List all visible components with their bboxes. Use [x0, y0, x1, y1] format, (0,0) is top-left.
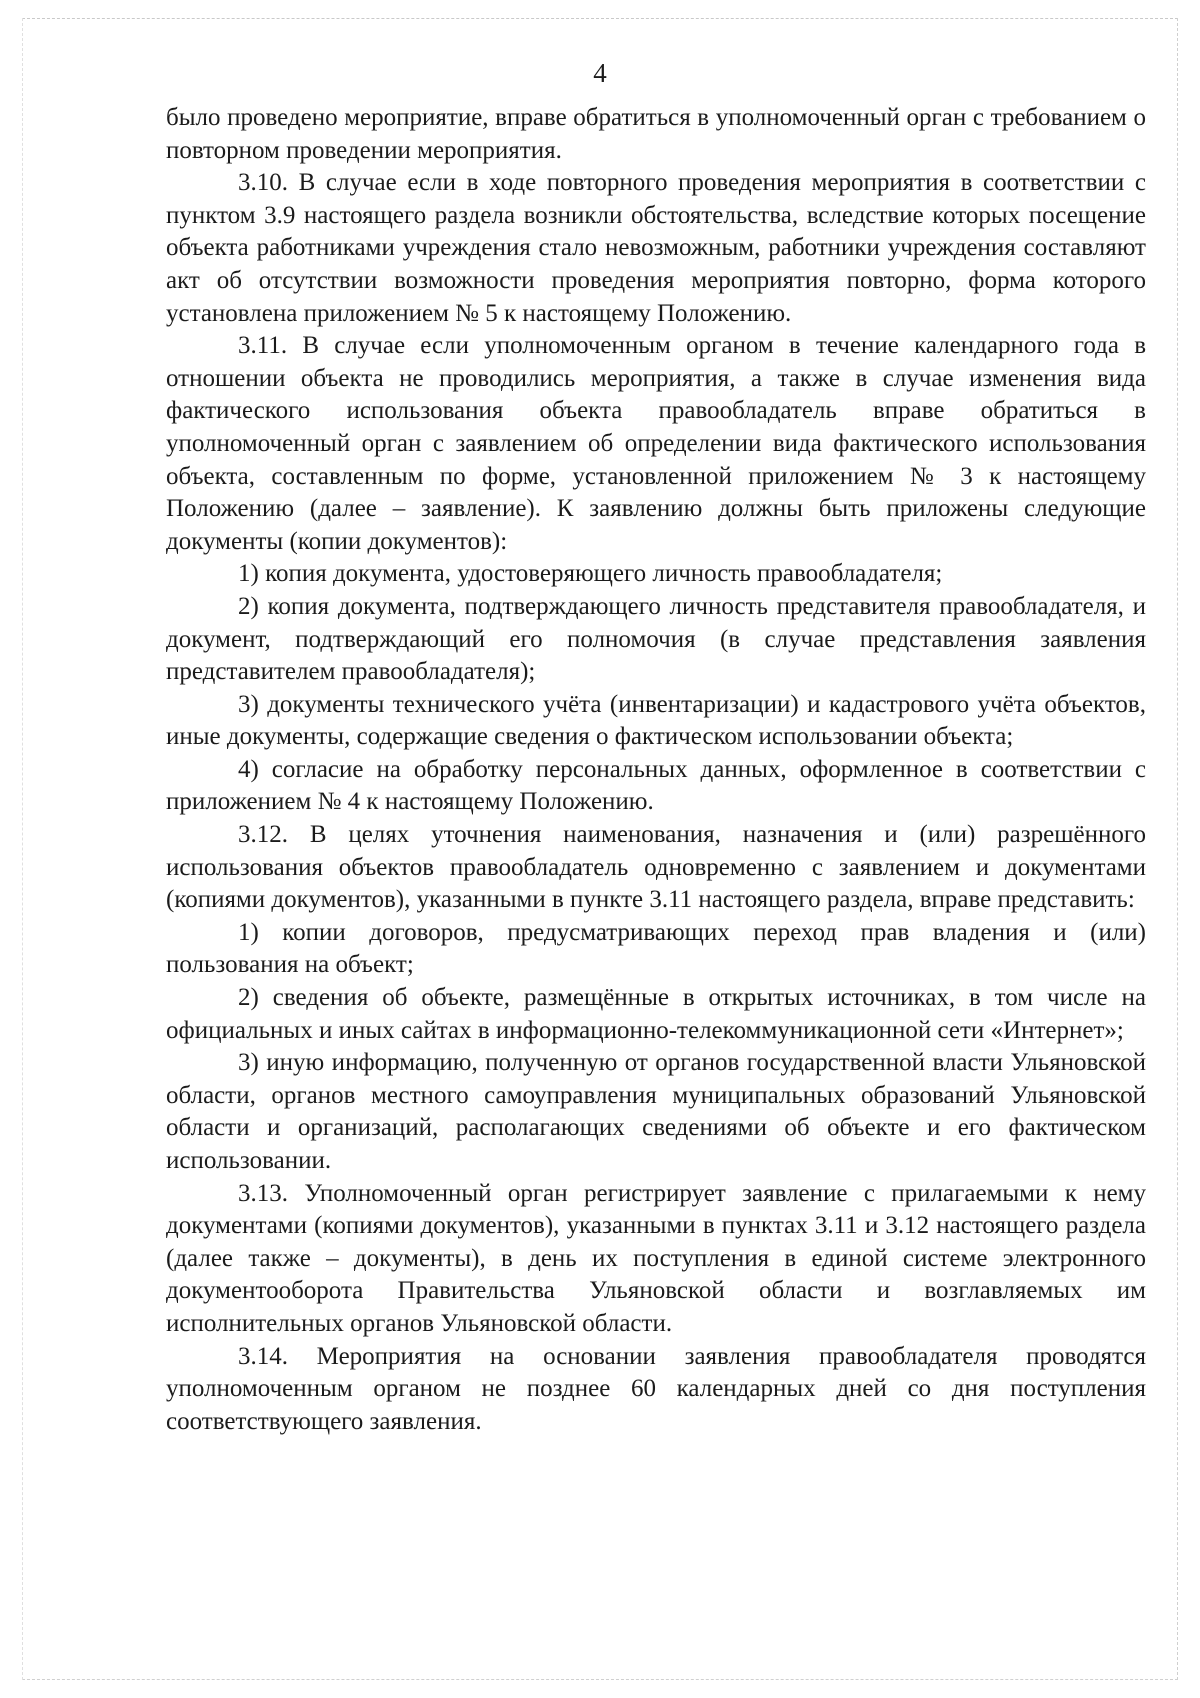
paragraph-3-13: 3.13. Уполномоченный орган регистрирует заявление с прилагаемыми к нему документами (копиями документов), указанными в пунктах 3.11 и 3.12 настоящего раздела (далее также – документы), в день их поступления в единой системе электронного документооборота Правительства Ульяновской области и возглавляемых им исполнительных органов Ульяновской области. — [166, 1179, 1146, 1337]
scan-edge-right — [1177, 18, 1178, 1680]
scan-edge-top — [22, 18, 1178, 19]
list-item-3-12-1: 1) копии договоров, предусматривающих переход прав владения и (или) пользования на объект; — [166, 918, 1146, 979]
paragraph-3-12: 3.12. В целях уточнения наименования, назначения и (или) разрешённого использования объектов правообладатель одновременно с заявлением и документами (копиями документов), указанными в пункте 3.11 настоящего раздела, вправе представить: — [166, 821, 1146, 914]
paragraph-continuation: было проведено мероприятие, вправе обратиться в уполномоченный орган с требованием о повторном проведении мероприятия. — [166, 104, 1146, 164]
scan-edge-left — [22, 18, 23, 1680]
document-body — [166, 102, 1146, 1438]
paragraph-3-10: 3.10. В случае если в ходе повторного проведения мероприятия в соответствии с пунктом 3.9 настоящего раздела возникли обстоятельства, вследствие которых посещение объекта работниками учреждения стало невозможным, работники учреждения составляют акт об отсутствии возможности проведения мероприятия повторно, форма которого установлена приложением № 5 к настоящему Положению. — [166, 169, 1146, 327]
list-item-3-11-3: 3) документы технического учёта (инвентаризации) и кадастрового учёта объектов, иные документы, содержащие сведения о фактическом использовании объекта; — [166, 690, 1146, 751]
list-item-3-11-1: 1) копия документа, удостоверяющего личность правообладателя; — [238, 560, 943, 588]
list-item-3-11-4: 4) согласие на обработку персональных данных, оформленное в соответствии с приложением № 4 к настоящему Положению. — [166, 755, 1146, 816]
list-item-3-11-2: 2) копия документа, подтверждающего личность представителя правообладателя, и документ, подтверждающий его полномочия (в случае представления заявления представителем правообладателя); — [166, 592, 1146, 686]
page-number: 4 — [593, 58, 607, 88]
list-item-3-12-2: 2) сведения об объекте, размещённые в открытых источниках, в том числе на официальных и иных сайтах в информационно-телекоммуникационной сети «Интернет»; — [166, 984, 1146, 1044]
paragraph-3-14: 3.14. Мероприятия на основании заявления правообладателя проводятся уполномоченным органом не позднее 60 календарных дней со дня поступления соответствующего заявления. — [166, 1342, 1146, 1435]
paragraph-3-11: 3.11. В случае если уполномоченным органом в течение календарного года в отношении объекта не проводились мероприятия, а также в случае изменения вида фактического использования объекта правообладатель вправе обратиться в уполномоченный орган с заявлением об определении вида фактического использования объекта, составленным по форме, установленной приложением № 3 к настоящему Положению (далее – заявление). К заявлению должны быть приложены следующие документы (копии документов): — [166, 332, 1146, 555]
scan-edge-bottom — [22, 1679, 1178, 1680]
list-item-3-12-3: 3) иную информацию, полученную от органов государственной власти Ульяновской области, органов местного самоуправления муниципальных образований Ульяновской области и организаций, располагающих сведениями об объекте и его фактическом использовании. — [166, 1049, 1146, 1174]
